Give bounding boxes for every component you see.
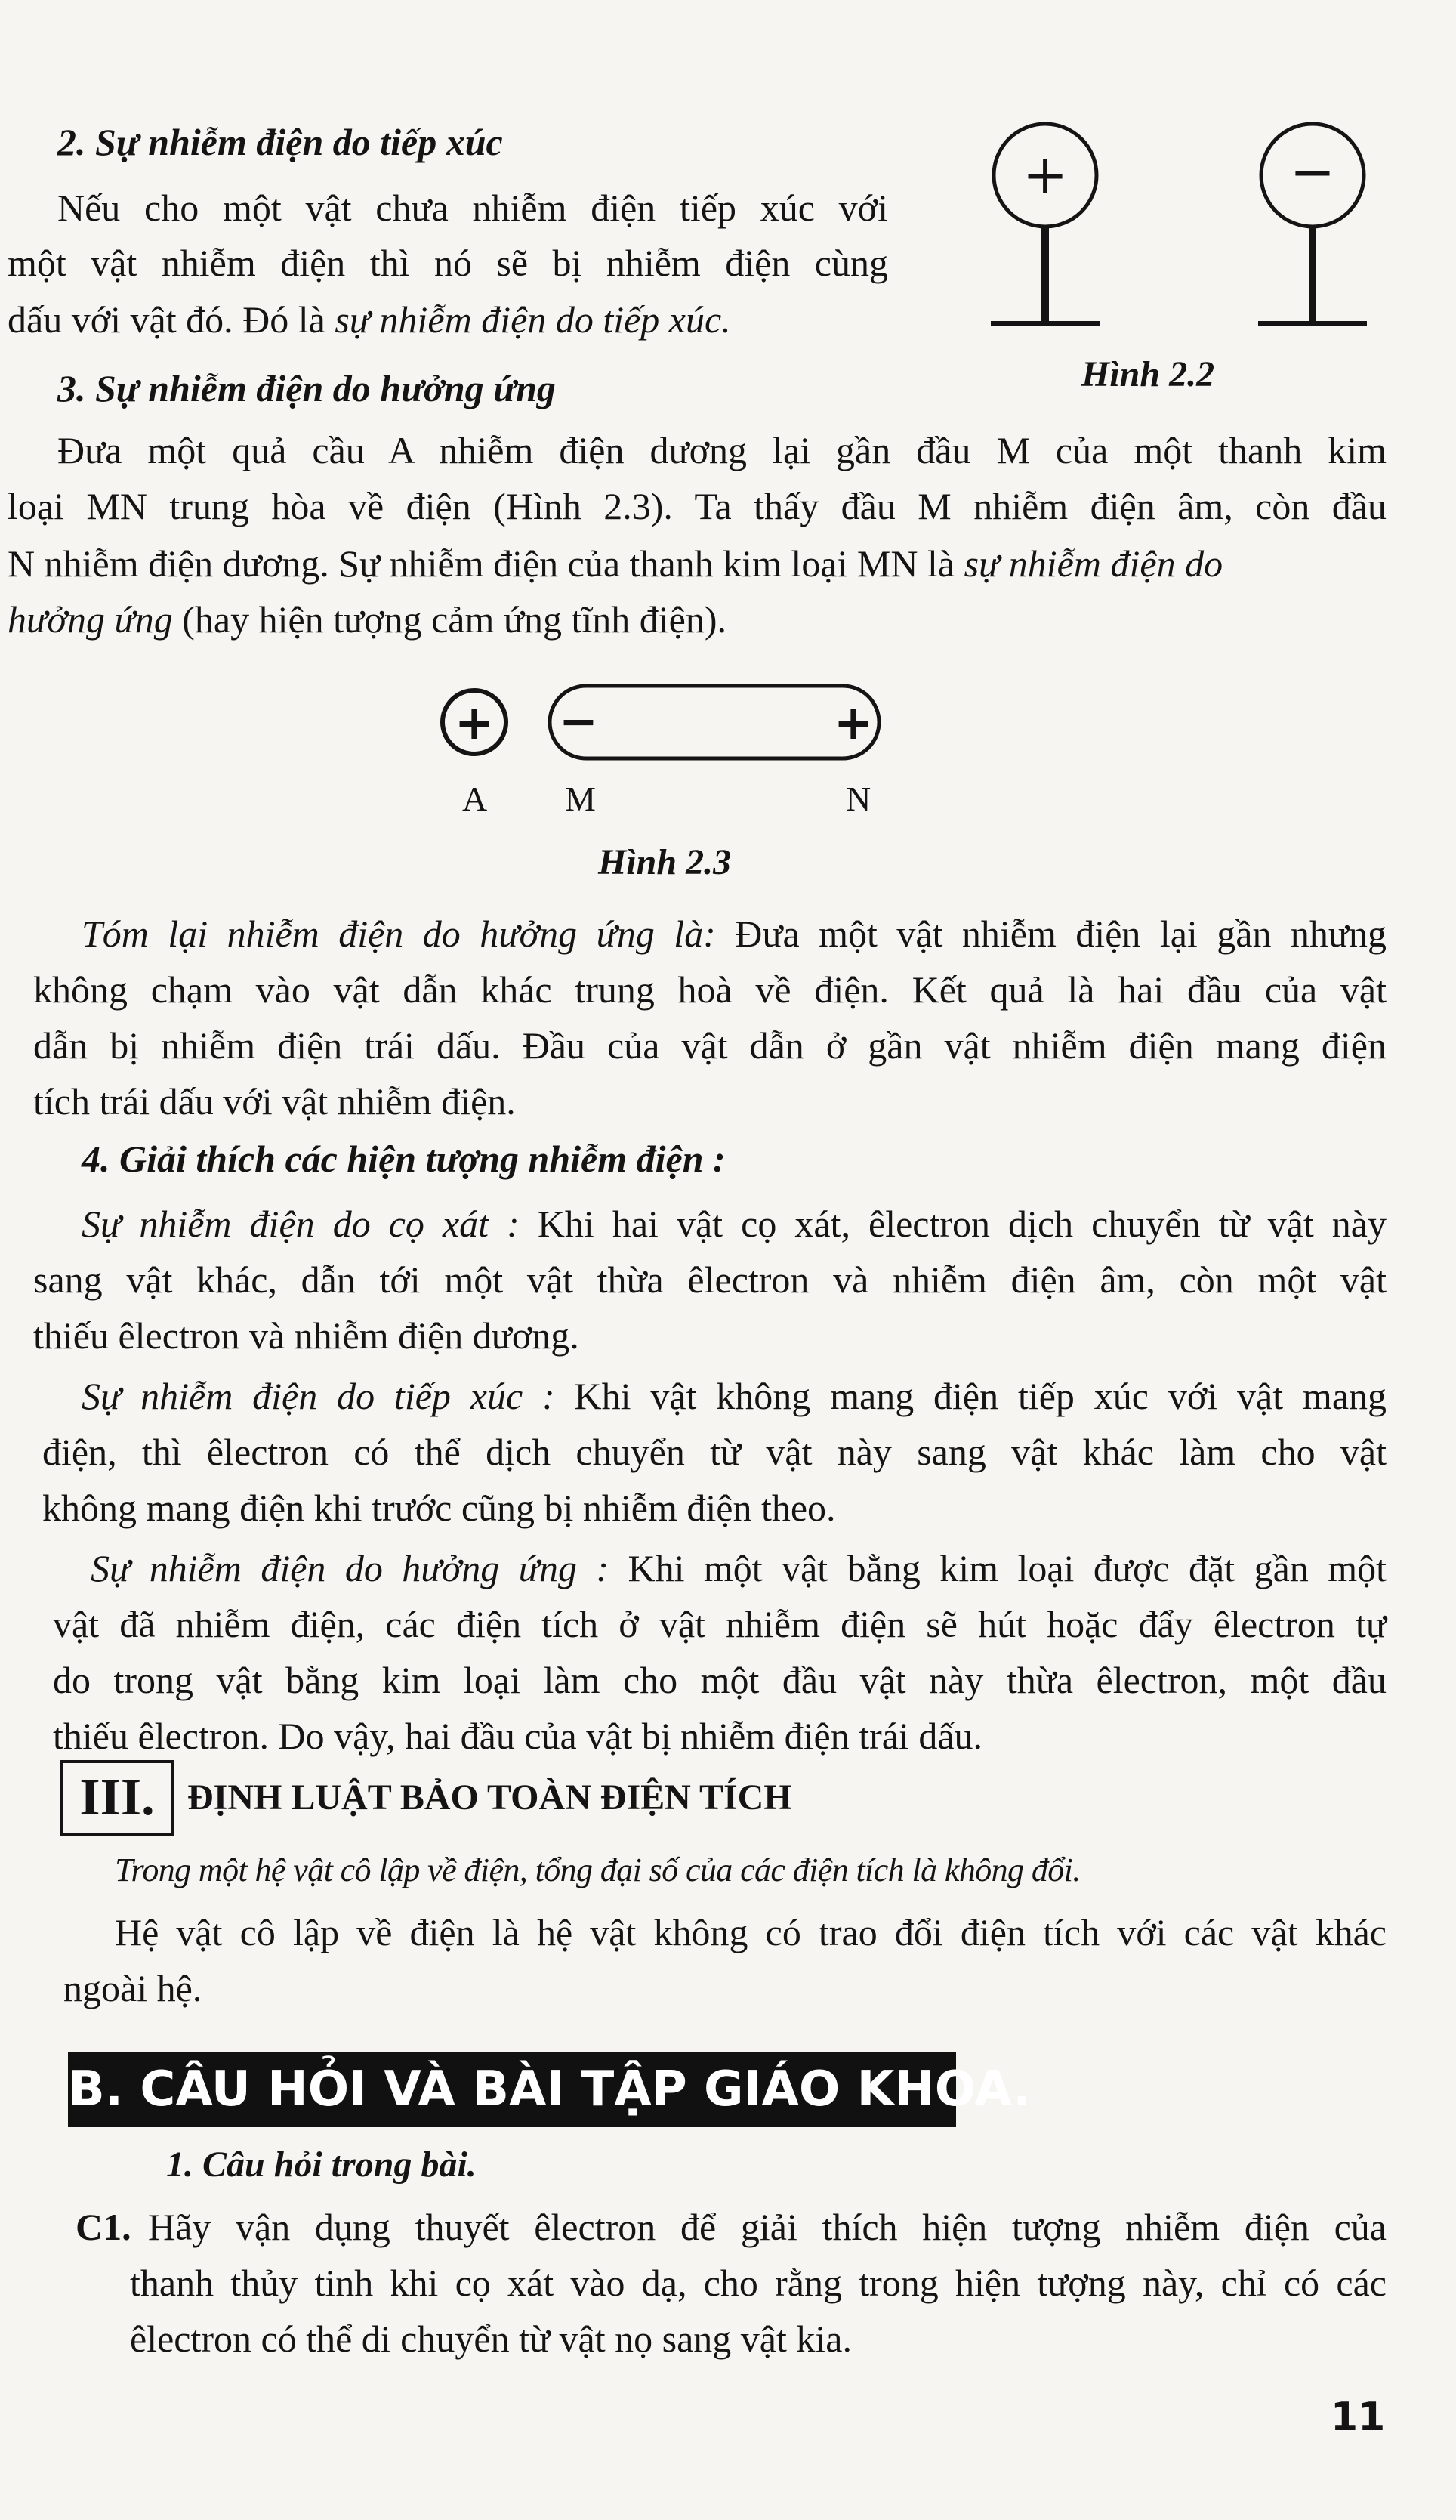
section4-p2-line1	[82, 1373, 1387, 1419]
section4-p2-term: Sự nhiễm điện do tiếp xúc :	[82, 1375, 555, 1417]
section-iii-line1: Hệ vật cô lập về điện là hệ vật không có trao đổi điện tích với các vật khác	[115, 1911, 1387, 1953]
page-number: 11	[1331, 2395, 1386, 2440]
summary-line1-text: Đưa một vật nhiễm điện lại gần nhưng	[715, 913, 1387, 955]
figure-2-2	[989, 121, 1382, 340]
section3-line3-text: N nhiễm điện dương. Sự nhiễm điện của thanh kim loại MN là	[8, 542, 964, 585]
section2-line1: Nếu cho một vật chưa nhiễm điện tiếp xúc với	[57, 187, 888, 229]
section4-p1-term: Sự nhiễm điện do cọ xát :	[82, 1203, 520, 1245]
figure-2-3-caption: Hình 2.3	[598, 842, 732, 882]
section-iii-line2: ngoài hệ.	[63, 1967, 202, 2009]
label-a: A	[462, 780, 488, 818]
section4-p2-text: Khi vật không mang điện tiếp xúc với vật mang	[554, 1375, 1387, 1417]
section4-p1-text: Khi hai vật cọ xát, êlectron dịch chuyển từ vật này	[519, 1203, 1387, 1245]
label-m: M	[565, 780, 596, 818]
question-c1-line3: êlectron có thể di chuyển từ vật nọ sang vật kia.	[130, 2318, 852, 2360]
section2-line3-text: dấu với vật đó. Đó là	[8, 298, 335, 341]
summary-line2: không chạm vào vật dẫn khác trung hoà về điện. Kết quả là hai đầu của vật	[33, 968, 1387, 1011]
section3-line2: loại MN trung hòa về điện (Hình 2.3). Ta thấy đầu M nhiễm điện âm, còn đầu	[8, 485, 1387, 527]
section-iii-number: III.	[60, 1760, 174, 1836]
section4-p1-line2: sang vật khác, dẫn tới một vật thừa êlectron và nhiễm điện âm, còn một vật	[33, 1258, 1387, 1301]
metal-rod-mn	[550, 686, 879, 758]
section-b-banner: B. CÂU HỎI VÀ BÀI TẬP GIÁO KHOA.	[68, 2052, 956, 2127]
question-c1-label: C1.	[76, 2206, 131, 2248]
section3-line4	[8, 597, 726, 642]
question-c1-line1: Hãy vận dụng thuyết êlectron để giải thích hiện tượng nhiễm điện của	[148, 2206, 1387, 2248]
summary-term: Tóm lại nhiễm điện do hưởng ứng là:	[82, 913, 716, 955]
section3-heading: 3. Sự nhiễm điện do hưởng ứng	[57, 367, 556, 409]
section4-p1-line3: thiếu êlectron và nhiễm điện dương.	[33, 1314, 579, 1357]
section4-p1-line1	[82, 1201, 1387, 1246]
summary-line1	[82, 911, 1387, 956]
summary-line3: dẫn bị nhiễm điện trái dấu. Đầu của vật dẫn ở gần vật nhiễm điện mang điện	[33, 1024, 1387, 1067]
question-c1-line2: thanh thủy tinh khi cọ xát vào dạ, cho rằng trong hiện tượng này, chỉ có các	[130, 2262, 1387, 2304]
section3-line1: Đưa một quả cầu A nhiễm điện dương lại gần đầu M của một thanh kim	[57, 429, 1387, 471]
section2-line3-term: sự nhiễm điện do tiếp xúc.	[335, 298, 731, 341]
section3-line3	[8, 541, 1223, 586]
figure-2-3-drawing	[429, 678, 912, 769]
section3-line4-text: (hay hiện tượng cảm ứng tĩnh điện).	[172, 598, 726, 641]
section4-p2-line2: điện, thì êlectron có thể dịch chuyển từ vật này sang vật khác làm cho vật	[42, 1431, 1387, 1473]
figure-2-3	[429, 678, 912, 769]
section4-p3-term: Sự nhiễm điện do hưởng ứng :	[91, 1547, 609, 1589]
rod-right-sign: +	[834, 695, 873, 750]
section-iii-title: ĐỊNH LUẬT BẢO TOÀN ĐIỆN TÍCH	[187, 1777, 792, 1817]
section2-line2: một vật nhiễm điện thì nó sẽ bị nhiễm điện cùng	[8, 242, 888, 284]
summary-line4: tích trái dấu với vật nhiễm điện.	[33, 1080, 516, 1123]
section3-line3-term: sự nhiễm điện do	[964, 542, 1223, 585]
section3-line4-term: hưởng ứng	[8, 598, 173, 641]
section-b-subheading: 1. Câu hỏi trong bài.	[166, 2145, 477, 2185]
section4-p3-line1	[91, 1546, 1387, 1591]
section4-p3-line3: do trong vật bằng kim loại làm cho một đầu vật này thừa êlectron, một đầu	[53, 1659, 1387, 1701]
label-n: N	[846, 780, 871, 818]
positive-sign: +	[1022, 143, 1069, 206]
rod-left-sign: −	[559, 693, 598, 749]
sphere-a-sign: +	[455, 695, 494, 750]
figure-2-2-caption: Hình 2.2	[1081, 354, 1215, 394]
section2-heading: 2. Sự nhiễm điện do tiếp xúc	[57, 121, 503, 163]
section2-line3	[8, 297, 731, 342]
section4-p3-text: Khi một vật bằng kim loại được đặt gần một	[609, 1547, 1387, 1589]
section4-p3-line4: thiếu êlectron. Do vậy, hai đầu của vật bị nhiễm điện trái dấu.	[53, 1715, 983, 1757]
section4-p3-line2: vật đã nhiễm điện, các điện tích ở vật nhiễm điện sẽ hút hoặc đẩy êlectron tự	[53, 1603, 1387, 1645]
figure-2-2-drawing	[989, 121, 1382, 340]
section4-heading: 4. Giải thích các hiện tượng nhiễm điện :	[82, 1138, 726, 1180]
negative-sign: −	[1289, 140, 1336, 203]
conservation-law-statement: Trong một hệ vật cô lập về điện, tổng đại số của các điện tích là không đổi.	[115, 1851, 1081, 1888]
section4-p2-line3: không mang điện khi trước cũng bị nhiễm điện theo.	[42, 1487, 836, 1529]
